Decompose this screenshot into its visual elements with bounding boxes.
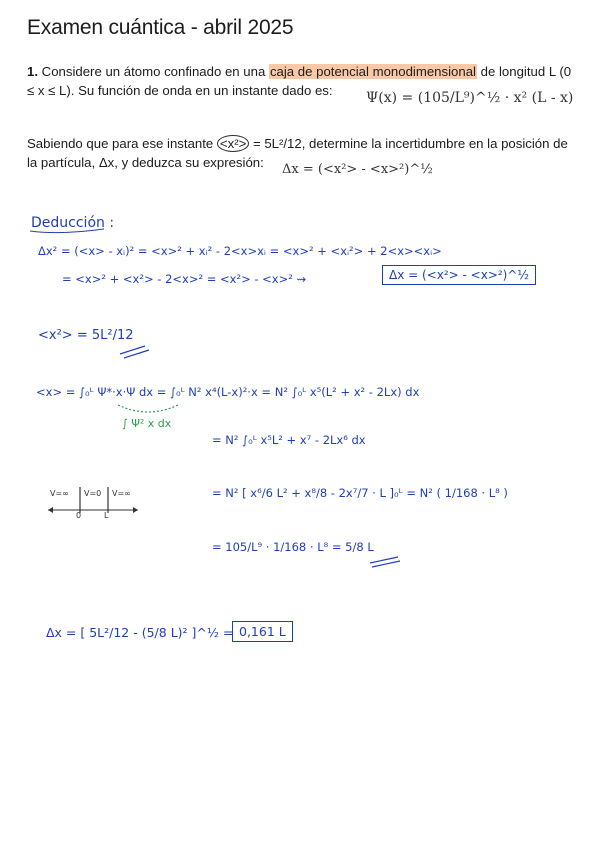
- circled-term: <x²>: [217, 135, 249, 152]
- delta-x-result-box: Δx = (<x²> - <x>²)^½: [382, 265, 536, 285]
- derivation-line-2: = <x>² + <x²> - 2<x>² = <x²> - <x>² ⇝: [62, 272, 307, 286]
- axis-label-l: L: [104, 511, 109, 520]
- page-title: Examen cuántica - abril 2025: [27, 16, 294, 39]
- question-text-b: = 5L²/12, determine la incertidumbre en la posición de la partícula, Δx, y deduzca su expresión:: [27, 136, 568, 170]
- highlighted-text: caja de potencial monodimensional: [269, 64, 476, 79]
- x-expectation-line: <x> = ∫₀ᴸ Ψ*·x·Ψ dx = ∫₀ᴸ N² x⁴(L-x)²·x = N² ∫₀ᴸ x⁵(L² + x² - 2Lx) dx: [36, 385, 420, 399]
- emphasis-marks-x2: [120, 346, 149, 358]
- potential-label-left: V=∞: [50, 489, 69, 498]
- uncertainty-formula: Δx = (<x²> - <x>²)^½: [282, 162, 433, 177]
- emphasis-marks-result: [370, 557, 400, 567]
- derivation-line-5: = N² ∫₀ᴸ x⁵L² + x⁷ - 2Lx⁶ dx: [212, 433, 366, 447]
- problem-number: 1.: [27, 64, 38, 79]
- potential-label-right: V=∞: [112, 489, 131, 498]
- final-expression: Δx = [ 5L²/12 - (5/8 L)² ]^½ =: [46, 625, 234, 640]
- derivation-line-7: = 105/L⁹ · 1/168 · L⁸ = 5/8 L: [212, 540, 374, 554]
- axis-arrow-left: [48, 507, 53, 513]
- question-text-a: Sabiendo que para ese instante: [27, 136, 217, 151]
- wavefunction-formula: Ψ(x) = (105/L⁹)^½ · x² (L - x): [366, 90, 574, 106]
- problem-text-b: de longitud L (0 ≤ x ≤ L). Su función de onda en un instante dado es:: [27, 64, 572, 98]
- green-brace: [118, 405, 178, 412]
- derivation-line-1: Δx² = (<x> - xᵢ)² = <x>² + xᵢ² - 2<x>xᵢ = <x>² + <xᵢ²> + 2<x><xᵢ>: [38, 244, 442, 258]
- potential-label-middle: V=0: [84, 489, 102, 498]
- work-heading: Deducción :: [31, 215, 115, 231]
- axis-arrow-right: [133, 507, 138, 513]
- heading-underline: [30, 229, 104, 233]
- green-note: ∫ Ψ² x dx: [122, 417, 172, 430]
- problem-text-a: Considere un átomo confinado en una: [38, 64, 269, 79]
- x2-expectation: <x²> = 5L²/12: [38, 328, 134, 343]
- derivation-line-6: = N² [ x⁶/6 L² + x⁸/8 - 2x⁷/7 · L ]₀ᴸ = N² ( 1/168 · L⁸ ): [212, 486, 508, 500]
- final-result-box: 0,161 L: [232, 621, 293, 642]
- axis-label-zero: 0: [76, 511, 82, 520]
